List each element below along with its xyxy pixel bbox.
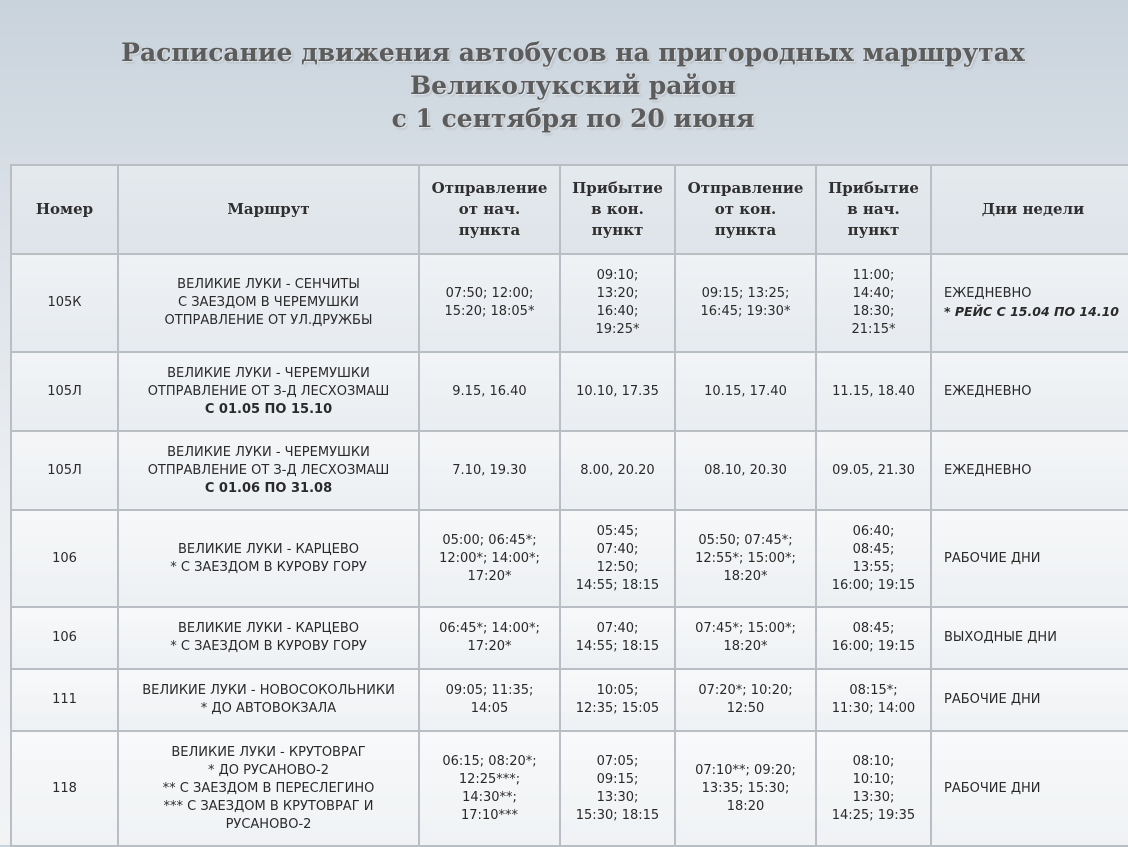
days-note: * РЕЙС С 15.04 ПО 14.10 <box>944 304 1119 319</box>
dep-end-times: 07:20*; 10:20; 12:50 <box>675 669 816 731</box>
dep-start-times: 06:45*; 14:00*; 17:20* <box>419 607 560 669</box>
arr-end-times: 10:05; 12:35; 15:05 <box>560 669 675 731</box>
days-of-week: ЕЖЕДНЕВНО <box>931 352 1128 431</box>
arr-start-times: 08:45; 16:00; 19:15 <box>816 607 931 669</box>
header-number: Номер <box>11 165 118 254</box>
title-line-2: Великолукский район <box>410 71 736 100</box>
arr-end-times: 07:40; 14:55; 18:15 <box>560 607 675 669</box>
dep-end-times: 08.10, 20.30 <box>675 431 816 510</box>
schedule-table <box>10 164 1128 847</box>
dep-end-times: 09:15; 13:25; 16:45; 19:30* <box>675 254 816 352</box>
header-route: Маршрут <box>118 165 419 254</box>
arr-start-times: 08:15*; 11:30; 14:00 <box>816 669 931 731</box>
header-dep-end: Отправление от кон. пункта <box>675 165 816 254</box>
route-name: ВЕЛИКИЕ ЛУКИ - ЧЕРЕМУШКИ ОТПРАВЛЕНИЕ ОТ З-Д ЛЕСХОЗМАШ С 01.06 ПО 31.08 <box>118 431 419 510</box>
dep-end-times: 07:10**; 09:20; 13:35; 15:30; 18:20 <box>675 731 816 846</box>
route-name: ВЕЛИКИЕ ЛУКИ - КРУТОВРАГ * ДО РУСАНОВО-2 ** С ЗАЕЗДОМ В ПЕРЕСЛЕГИНО *** С ЗАЕЗДОМ В КРУТОВРАГ И РУСАНОВО-2 <box>118 731 419 846</box>
days-of-week: ВЫХОДНЫЕ ДНИ <box>931 607 1128 669</box>
dep-end-times: 05:50; 07:45*; 12:55*; 15:00*; 18:20* <box>675 510 816 607</box>
route-number: 105Л <box>11 431 118 510</box>
arr-start-times: 08:10; 10:10; 13:30; 14:25; 19:35 <box>816 731 931 846</box>
days-of-week: ЕЖЕДНЕВНО <box>931 431 1128 510</box>
route-name: ВЕЛИКИЕ ЛУКИ - КАРЦЕВО * С ЗАЕЗДОМ В КУРОВУ ГОРУ <box>118 510 419 607</box>
days-of-week: РАБОЧИЕ ДНИ <box>931 510 1128 607</box>
table-row <box>11 669 1128 731</box>
dep-start-times: 07:50; 12:00; 15:20; 18:05* <box>419 254 560 352</box>
table-row <box>11 510 1128 607</box>
dep-start-times: 05:00; 06:45*; 12:00*; 14:00*; 17:20* <box>419 510 560 607</box>
arr-end-times: 07:05; 09:15; 13:30; 15:30; 18:15 <box>560 731 675 846</box>
route-name: ВЕЛИКИЕ ЛУКИ - СЕНЧИТЫ С ЗАЕЗДОМ В ЧЕРЕМУШКИ ОТПРАВЛЕНИЕ ОТ УЛ.ДРУЖБЫ <box>118 254 419 352</box>
table-row <box>11 352 1128 431</box>
table-row <box>11 254 1128 352</box>
route-number: 106 <box>11 607 118 669</box>
arr-start-times: 06:40; 08:45; 13:55; 16:00; 19:15 <box>816 510 931 607</box>
arr-start-times: 11.15, 18.40 <box>816 352 931 431</box>
page-title <box>0 36 1128 135</box>
header-row <box>11 165 1128 254</box>
dep-start-times: 7.10, 19.30 <box>419 431 560 510</box>
route-number: 111 <box>11 669 118 731</box>
route-number: 118 <box>11 731 118 846</box>
route-number: 105Л <box>11 352 118 431</box>
days-of-week: РАБОЧИЕ ДНИ <box>931 669 1128 731</box>
route-name: ВЕЛИКИЕ ЛУКИ - КАРЦЕВО * С ЗАЕЗДОМ В КУРОВУ ГОРУ <box>118 607 419 669</box>
dep-start-times: 09:05; 11:35; 14:05 <box>419 669 560 731</box>
table-row <box>11 607 1128 669</box>
dep-start-times: 9.15, 16.40 <box>419 352 560 431</box>
arr-end-times: 10.10, 17.35 <box>560 352 675 431</box>
header-arr-end: Прибытие в кон. пункт <box>560 165 675 254</box>
header-days: Дни недели <box>931 165 1128 254</box>
table-row <box>11 431 1128 510</box>
route-name: ВЕЛИКИЕ ЛУКИ - НОВОСОКОЛЬНИКИ * ДО АВТОВОКЗАЛА <box>118 669 419 731</box>
arr-start-times: 09.05, 21.30 <box>816 431 931 510</box>
route-name: ВЕЛИКИЕ ЛУКИ - ЧЕРЕМУШКИ ОТПРАВЛЕНИЕ ОТ З-Д ЛЕСХОЗМАШ С 01.05 ПО 15.10 <box>118 352 419 431</box>
title-line-1: Расписание движения автобусов на пригородных маршрутах <box>121 38 1025 67</box>
arr-end-times: 8.00, 20.20 <box>560 431 675 510</box>
route-number: 105К <box>11 254 118 352</box>
header-dep-start: Отправление от нач. пункта <box>419 165 560 254</box>
arr-end-times: 09:10; 13:20; 16:40; 19:25* <box>560 254 675 352</box>
header-arr-start: Прибытие в нач. пункт <box>816 165 931 254</box>
table-row <box>11 731 1128 846</box>
dep-start-times: 06:15; 08:20*; 12:25***; 14:30**; 17:10*** <box>419 731 560 846</box>
days-of-week: РАБОЧИЕ ДНИ <box>931 731 1128 846</box>
title-line-3: с 1 сентября по 20 июня <box>391 104 755 133</box>
arr-end-times: 05:45; 07:40; 12:50; 14:55; 18:15 <box>560 510 675 607</box>
dep-end-times: 07:45*; 15:00*; 18:20* <box>675 607 816 669</box>
dep-end-times: 10.15, 17.40 <box>675 352 816 431</box>
days-of-week: ЕЖЕДНЕВНО * РЕЙС С 15.04 ПО 14.10 <box>931 254 1128 352</box>
arr-start-times: 11:00; 14:40; 18:30; 21:15* <box>816 254 931 352</box>
route-number: 106 <box>11 510 118 607</box>
